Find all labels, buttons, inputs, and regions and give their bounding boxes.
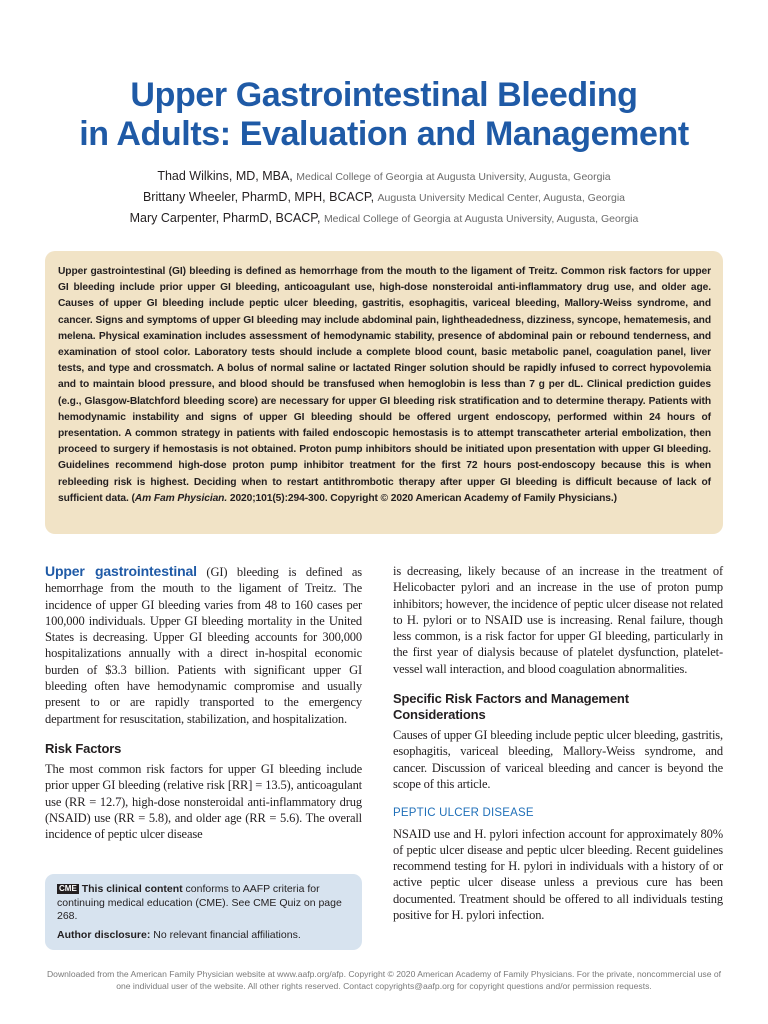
author-affiliation: Medical College of Georgia at Augusta University, Augusta, Georgia [296,171,611,183]
intro-lead: Upper gastrointestinal [45,563,197,579]
abstract-box [45,251,723,534]
author-line [0,166,768,187]
peptic-ulcer-paragraph: NSAID use and H. pylori infection account for approximately 80% of peptic ulcer disease and peptic ulcer bleeding. Recent guidelines recommend testing for H. pylori in individuals with a history of or active peptic ulcer disease unless a previous cure has been documented. Treatment should be offered to all individuals testing positive for H. pylori infection. [393,826,723,923]
disclosure-label: Author disclosure: [57,928,151,941]
right-column [393,563,723,923]
title-line-2: in Adults: Evaluation and Management [79,115,689,153]
author-list [0,166,768,229]
peptic-ulcer-heading: PEPTIC ULCER DISEASE [393,807,534,820]
disclosure-text: No relevant financial affiliations. [150,928,301,941]
abstract-citation: 2020;101(5):294-300. Copyright © 2020 American Academy of Family Physicians.) [227,492,617,504]
author-name: Thad Wilkins, MD, MBA, [157,169,293,183]
author-disclosure [57,929,350,943]
intro-text: (GI) bleeding is defined as hemorrhage from the mouth to the ligament of Treitz. The incidence of upper GI bleeding varies from 48 to 160 cases per 100,000 individuals. Upper GI bleeding mortality in the United States is decreasing. Upper GI bleeding accounts for 300,000 hospitalizations annually with a direct in-hospital economic burden of $3.3 billion. Patients with significant upper GI bleeding often have hemodynamic compromise and usually present to or are rapidly transported to the emergency department for resuscitation, stabilization, and hospitalization. [45,565,363,726]
cme-box [45,874,362,950]
intro-paragraph [45,563,362,727]
author-affiliation: Medical College of Georgia at Augusta University, Augusta, Georgia [323,213,639,225]
risk-factors-heading: Risk Factors [45,740,122,756]
cme-badge: CME [59,884,77,893]
cme-bold: This clinical content [81,883,183,895]
continuation-paragraph: is decreasing, likely because of an increase in the treatment of Helicobacter pylori and an increase in the use of proton pump inhibitors; however, the incidence of peptic ulcer disease not related to H. pylori or to NSAID use is increasing. Renal failure, though less common, is a risk factor for upper GI bleeding, particularly in the first year of dialysis because of platelet dysfunction, platelet-vessel wall interaction, and blood coagulation abnormalities. [393,564,723,676]
author-line [0,187,768,208]
specific-risk-heading: Specific Risk Factors and Management Considerations [393,691,629,723]
risk-factors-paragraph: The most common risk factors for upper GI bleeding include prior upper GI bleeding (relative risk [RR] = 13.5), anticoagulant use (RR = 12.7), high-dose nonsteroidal anti-inflammatory drug (NSAID) use (RR = 5.8), and older age (RR = 5.6). The overall incidence of peptic ulcer disease [45,761,362,842]
author-line [0,208,768,229]
cme-text: conforms to AAFP criteria for continuing medical education (CME). See CME Quiz on page 268. [57,883,342,922]
author-name: Mary Carpenter, PharmD, BCACP, [129,211,321,225]
footer-copyright: Downloaded from the American Family Physician website at www.aafp.org/afp. Copyright © 2020 American Academy of Family Physicians. For the private, noncommercial use of one individual user of the website. All other rights reserved. Contact copyrights@aafp.org for copyright questions and/or permission requests. [46,969,722,991]
author-name: Brittany Wheeler, PharmD, MPH, BCACP, [142,190,375,204]
title-line-1: Upper Gastrointestinal Bleeding [130,76,638,114]
author-affiliation: Augusta University Medical Center, Augusta, Georgia [377,192,626,204]
article-title [0,76,768,154]
left-column [45,563,362,842]
specific-risk-paragraph: Causes of upper GI bleeding include peptic ulcer bleeding, gastritis, esophagitis, variceal bleeding, Mallory-Weiss syndrome, and cancer. Discussion of variceal bleeding and cancer is beyond the scope of this article. [393,728,723,791]
cme-statement [57,883,350,924]
abstract-text: Upper gastrointestinal (GI) bleeding is defined as hemorrhage from the mouth to the ligament of Treitz. Common risk factors for upper GI bleeding include prior upper GI bleeding, anticoagulant use, high-dose nonsteroidal anti-inflammatory drug use, and older age. Causes of upper GI bleeding include peptic ulcer bleeding, gastritis, esophagitis, variceal bleeding, Mallory-Weiss syndrome, and cancer. Signs and symptoms of upper GI bleeding may include abdominal pain, lightheadedness, dizziness, syncope, hematemesis, and melena. Physical examination includes assessment of hemodynamic stability, presence of abdominal pain or rebound tenderness, and examination of stool color. Laboratory tests should include a complete blood count, basic metabolic panel, coagulation panel, liver tests, and type and crossmatch. A bolus of normal saline or lactated Ringer solution should be rapidly infused to correct hypovolemia and to maintain blood pressure, and blood should be transfused when hemoglobin is less than 7 g per dL. Clinical prediction guides (e.g., Glasgow-Blatchford bleeding score) are necessary for upper GI bleeding risk stratification and to determine therapy. Patients with hemodynamic instability and signs of upper GI bleeding should be offered urgent endoscopy, performed within 24 hours of presentation. A common strategy in patients with failed endoscopic hemostasis is to attempt transcatheter arterial embolization, then proceed to surgery if hemostasis is not obtained. Proton pump inhibitors should be initiated upon presentation with upper GI bleeding. Guidelines recommend high-dose proton pump inhibitor treatment for the first 72 hours post-endoscopy because this is when rebleeding risk is highest. Deciding when to restart antithrombotic therapy after upper GI bleeding is difficult because of lack of sufficient data. ( [58,266,711,504]
abstract-citation-journal: Am Fam Physician. [134,492,228,504]
